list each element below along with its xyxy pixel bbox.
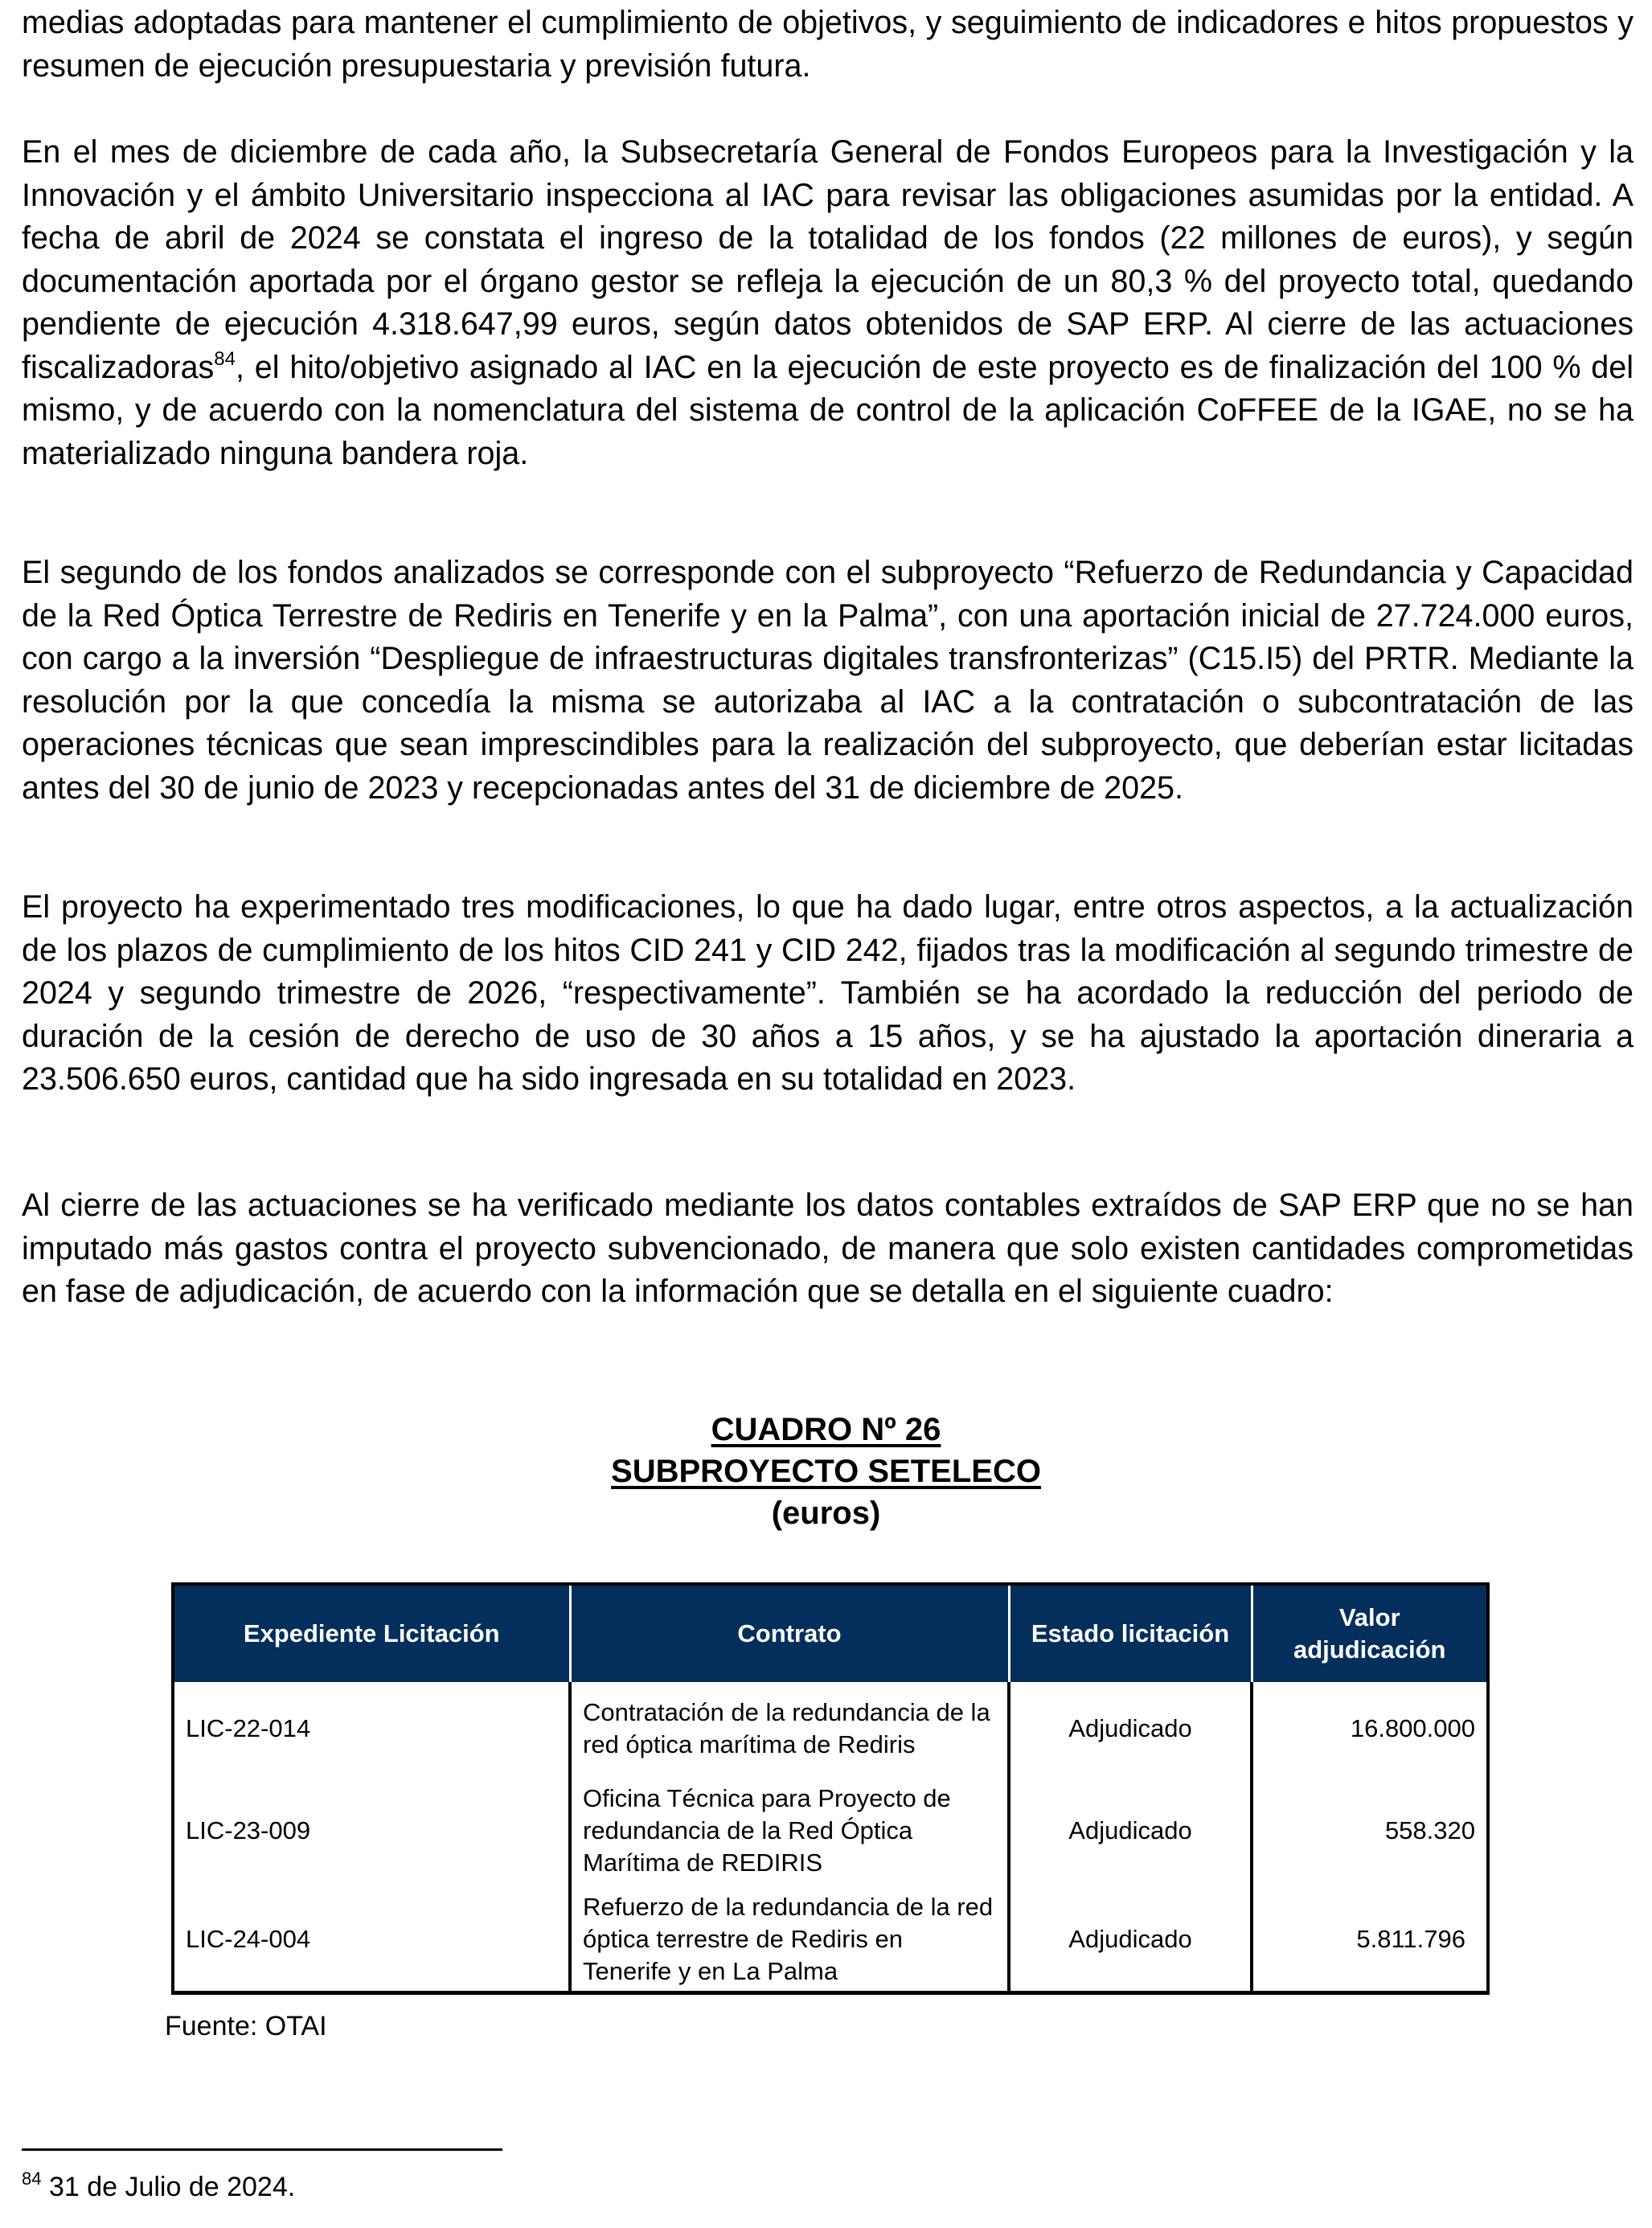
table-caption <box>0 1409 1652 1534</box>
table-row <box>173 1887 1488 1993</box>
paragraph-inspection <box>22 131 1634 475</box>
cell-estado: Adjudicado <box>1009 1682 1252 1775</box>
table-row <box>173 1682 1488 1775</box>
cell-contrato: Oficina Técnica para Proyecto de redundancia de la Red Óptica Marítima de REDIRIS <box>570 1775 1009 1887</box>
cell-expediente: LIC-24-004 <box>173 1887 570 1993</box>
cell-estado: Adjudicado <box>1009 1887 1252 1993</box>
table-unit: (euros) <box>771 1496 881 1531</box>
cell-estado: Adjudicado <box>1009 1775 1252 1887</box>
cell-valor: 558.320 <box>1252 1775 1488 1887</box>
cell-contrato: Refuerzo de la redundancia de la red óptica terrestre de Rediris en Tenerife y en La Palma <box>570 1887 1009 1993</box>
table-subtitle: SUBPROYECTO SETELECO <box>611 1454 1041 1489</box>
table-header-row <box>173 1584 1488 1682</box>
column-header-estado: Estado licitación <box>1009 1584 1252 1682</box>
table-source: Fuente: OTAI <box>165 2011 327 2041</box>
paragraph-intro-continuation: medias adoptadas para mantener el cumplimiento de objetivos, y seguimiento de indicadores e hitos propuestos y resumen de ejecución presupuestaria y previsión futura. <box>22 5 1634 84</box>
cell-valor: 16.800.000 <box>1252 1682 1488 1775</box>
footnote <box>22 2171 295 2203</box>
footnote-number: 84 <box>22 2169 42 2189</box>
cell-contrato: Contratación de la redundancia de la red óptica marítima de Rediris <box>570 1682 1009 1775</box>
cell-valor: 5.811.796 <box>1252 1887 1488 1993</box>
paragraph-closing: Al cierre de las actuaciones se ha verificado mediante los datos contables extraídos de SAP ERP que no se han imputado más gastos contra el proyecto subvencionado, de manera que solo existen cantidades comprometidas en fase de adjudicación, de acuerdo con la información que se detalla en el siguiente cuadro: <box>22 1188 1634 1309</box>
footnote-text: 31 de Julio de 2024. <box>48 2172 296 2202</box>
column-header-contrato: Contrato <box>570 1584 1009 1682</box>
table-row <box>173 1775 1488 1887</box>
column-header-valor: Valor adjudicación <box>1252 1584 1488 1682</box>
footnote-reference[interactable]: 84 <box>214 347 236 370</box>
seteleco-table <box>171 1582 1490 1995</box>
paragraph-inspection-text-b: , el hito/objetivo asignado al IAC en la ejecución de este proyecto es de finalización del 100 % del mismo, y de acuerdo con la nomenclatura del sistema de control de la aplicación CoFFEE de la IGAE, no se ha materializado ninguna bandera roja. <box>22 349 1634 471</box>
table-number-title: CUADRO Nº 26 <box>711 1412 941 1447</box>
cell-expediente: LIC-23-009 <box>173 1775 570 1887</box>
column-header-expediente: Expediente Licitación <box>173 1584 570 1682</box>
paragraph-modifications: El proyecto ha experimentado tres modificaciones, lo que ha dado lugar, entre otros aspectos, a la actualización de los plazos de cumplimiento de los hitos CID 241 y CID 242, fijados tras la modificación al segundo trimestre de 2024 y segundo trimestre de 2026, “respectivamente”. También se ha acordado la reducción del periodo de duración de la cesión de derecho de uso de 30 años a 15 años, y se ha ajustado la aportación dineraria a 23.506.650 euros, cantidad que ha sido ingresada en su totalidad en 2023. <box>22 889 1634 1097</box>
cell-expediente: LIC-22-014 <box>173 1682 570 1775</box>
paragraph-inspection-text-a: En el mes de diciembre de cada año, la Subsecretaría General de Fondos Europeos para la Investigación y la Innovación y el ámbito Universitario inspecciona al IAC para revisar las obligaciones asumidas por la entidad. A fecha de abril de 2024 se constata el ingreso de la totalidad de los fondos (22 millones de euros), y según documentación aportada por el órgano gestor se refleja la ejecución de un 80,3 % del proyecto total, quedando pendiente de ejecución 4.318.647,99 euros, según datos obtenidos de SAP ERP. Al cierre de las actuaciones fiscalizadoras <box>22 134 1634 385</box>
footnote-separator <box>22 2148 502 2151</box>
paragraph-second-fund: El segundo de los fondos analizados se corresponde con el subproyecto “Refuerzo de Redundancia y Capacidad de la Red Óptica Terrestre de Rediris en Tenerife y en la Palma”, con una aportación inicial de 27.724.000 euros, con cargo a la inversión “Despliegue de infraestructuras digitales transfronterizas” (C15.I5) del PRTR. Mediante la resolución por la que concedía la misma se autorizaba al IAC a la contratación o subcontratación de las operaciones técnicas que sean imprescindibles para la realización del subproyecto, que deberían estar licitadas antes del 30 de junio de 2023 y recepcionadas antes del 31 de diciembre de 2025. <box>22 555 1634 806</box>
